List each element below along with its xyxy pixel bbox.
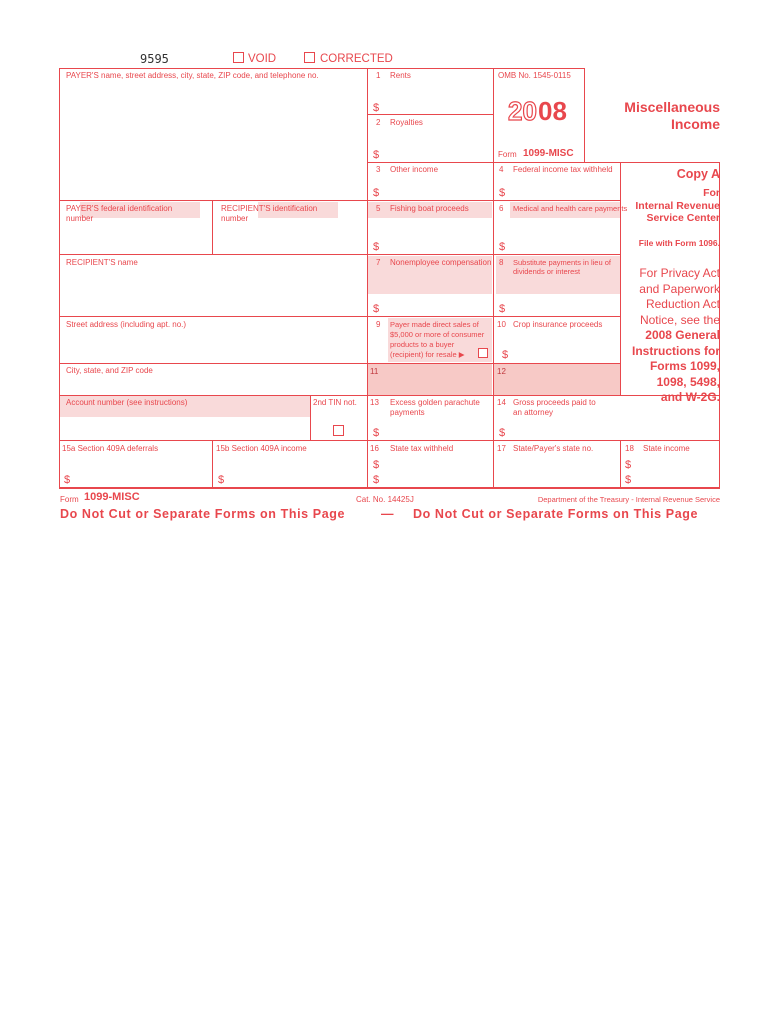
footer-form-prefix: Form — [60, 495, 79, 504]
box5-label: Fishing boat proceeds — [390, 204, 469, 213]
box13-label-1: Excess golden parachute — [390, 398, 480, 407]
box18-num: 18 — [625, 444, 634, 453]
box6-dollar: $ — [499, 241, 506, 253]
box15a-label: 15a Section 409A deferrals — [62, 444, 159, 453]
box1-dollar: $ — [373, 102, 380, 114]
form-title-2: Income — [670, 116, 720, 132]
form-number: 9595 — [140, 52, 169, 66]
privacy-line-5: 2008 General — [645, 328, 720, 342]
box15b-dollar: $ — [218, 474, 225, 486]
box15-divider — [212, 440, 213, 488]
box6-label: Medical and health care payments — [513, 204, 628, 213]
payer-info-label: PAYER'S name, street address, city, state, ZIP code, and telephone no. — [66, 71, 319, 80]
box16-dollar-1: $ — [373, 459, 380, 471]
col-divider-1 — [367, 68, 368, 488]
street-address-label: Street address (including apt. no.) — [66, 320, 187, 329]
second-tin-checkbox[interactable] — [333, 425, 344, 436]
void-label: VOID — [248, 53, 277, 65]
col-divider-3b — [620, 440, 621, 488]
box17-label: State/Payer's state no. — [513, 444, 594, 453]
box9-checkbox[interactable] — [478, 348, 488, 358]
box11-shade — [368, 364, 492, 395]
box9-label-1: Payer made direct sales of — [390, 320, 479, 329]
box14-label-2: an attorney — [513, 408, 554, 417]
recipient-id-label-2: number — [221, 214, 249, 223]
bottom-border — [59, 487, 720, 489]
city-state-zip-label: City, state, and ZIP code — [66, 366, 153, 375]
privacy-line-7: Forms 1099, — [649, 359, 720, 373]
omb-right-border — [584, 68, 585, 163]
box12-num: 12 — [497, 367, 506, 376]
box14-num: 14 — [497, 398, 506, 407]
recipient-id-label: RECIPIENT'S identification — [221, 204, 318, 213]
box3-label: Other income — [390, 165, 439, 174]
line-row4 — [59, 254, 620, 255]
box13-num: 13 — [370, 398, 379, 407]
box13-label-2: payments — [390, 408, 425, 417]
line-row5 — [59, 316, 620, 317]
omb-form-name: 1099-MISC — [523, 148, 574, 159]
corrected-checkbox[interactable] — [304, 52, 315, 63]
box8-num: 8 — [499, 258, 504, 267]
box15b-label: 15b Section 409A income — [216, 444, 307, 453]
box12-shade — [493, 364, 620, 395]
box17-num: 17 — [497, 444, 506, 453]
line-row7 — [59, 395, 720, 396]
footer-department: Department of the Treasury - Internal Revenue Service — [537, 495, 720, 504]
copy-label: Copy A — [676, 167, 720, 181]
form-left-border — [59, 68, 60, 488]
footer-cat-no: Cat. No. 14425J — [356, 495, 414, 504]
box8-dollar: $ — [499, 303, 506, 315]
payer-id-label-2: number — [66, 214, 94, 223]
corrected-label: CORRECTED — [320, 53, 393, 65]
privacy-line-3: Reduction Act — [645, 297, 720, 311]
col-divider-2 — [493, 68, 494, 488]
box2-num: 2 — [376, 118, 381, 127]
box7-label: Nonemployee compensation — [390, 258, 492, 267]
box13-dollar: $ — [373, 427, 380, 439]
recipient-name-label: RECIPIENT'S name — [66, 258, 138, 267]
line-row3 — [59, 200, 620, 201]
file-with-label: File with Form 1096. — [638, 238, 720, 248]
payer-id-label: PAYER'S federal identification — [66, 204, 173, 213]
box7-num: 7 — [376, 258, 381, 267]
box2-dollar: $ — [373, 149, 380, 161]
year-outline: 20 — [508, 96, 537, 126]
box3-num: 3 — [376, 165, 381, 174]
privacy-line-9: and W-2G. — [660, 390, 720, 404]
year-solid: 08 — [538, 96, 567, 126]
account-number-label: Account number (see instructions) — [66, 398, 188, 407]
privacy-line-6: Instructions for — [631, 343, 720, 358]
box10-num: 10 — [497, 320, 506, 329]
form-title-1: Miscellaneous — [624, 99, 720, 115]
box9-num: 9 — [376, 320, 381, 329]
line-box1 — [367, 114, 493, 115]
box4-dollar: $ — [499, 187, 506, 199]
box10-label: Crop insurance proceeds — [513, 320, 603, 329]
line-row8 — [59, 440, 720, 441]
box18-dollar-2: $ — [625, 474, 632, 486]
top-border — [59, 68, 585, 69]
box9-label-2: $5,000 or more of consumer — [390, 330, 485, 339]
box16-num: 16 — [370, 444, 379, 453]
privacy-line-4: Notice, see the — [639, 312, 720, 327]
privacy-line-8: 1098, 5498, — [656, 374, 720, 389]
box10-dollar: $ — [502, 349, 509, 361]
do-not-cut-right: Do Not Cut or Separate Forms on This Page — [413, 507, 699, 521]
line-box2 — [367, 162, 720, 163]
box18-label: State income — [643, 444, 690, 453]
irs-label-2: Service Center — [646, 212, 720, 224]
box6-num: 6 — [499, 204, 504, 213]
box18-dollar-1: $ — [625, 459, 632, 471]
box5-num: 5 — [376, 204, 381, 213]
do-not-cut-left: Do Not Cut or Separate Forms on This Page — [60, 507, 346, 521]
second-tin-label: 2nd TIN not. — [313, 398, 357, 407]
privacy-line-2: and Paperwork — [639, 281, 720, 296]
box15a-dollar: $ — [64, 474, 71, 486]
line-row6 — [59, 363, 620, 364]
privacy-line-1: For Privacy Act — [639, 266, 720, 280]
box3-dollar: $ — [373, 187, 380, 199]
box8-label-2: dividends or interest — [513, 267, 581, 276]
col-divider-3 — [620, 163, 621, 395]
box5-dollar: $ — [373, 241, 380, 253]
box7-dollar: $ — [373, 303, 380, 315]
box9-label-3: products to a buyer — [390, 340, 455, 349]
box16-dollar-2: $ — [373, 474, 380, 486]
id-divider — [212, 200, 213, 254]
void-checkbox[interactable] — [233, 52, 244, 63]
box2-label: Royalties — [390, 118, 423, 127]
irs-label-1: Internal Revenue — [635, 200, 720, 212]
box16-label: State tax withheld — [390, 444, 454, 453]
tin-divider — [310, 395, 311, 440]
box11-num: 11 — [370, 367, 379, 376]
box8-label-1: Substitute payments in lieu of — [513, 258, 611, 267]
box4-label: Federal income tax withheld — [513, 165, 613, 174]
box1-num: 1 — [376, 71, 381, 80]
footer-form-name: 1099-MISC — [84, 491, 140, 503]
box14-label-1: Gross proceeds paid to — [513, 398, 596, 407]
omb-form-prefix: Form — [498, 150, 517, 159]
privacy-notice — [622, 266, 720, 406]
omb-number: OMB No. 1545-0115 — [498, 71, 571, 80]
box14-dollar: $ — [499, 427, 506, 439]
box1-label: Rents — [390, 71, 411, 80]
box4-num: 4 — [499, 165, 504, 174]
do-not-cut-dash: — — [381, 507, 394, 521]
box9-label-4: (recipient) for resale ▶ — [390, 350, 465, 359]
for-label: For — [703, 187, 720, 199]
